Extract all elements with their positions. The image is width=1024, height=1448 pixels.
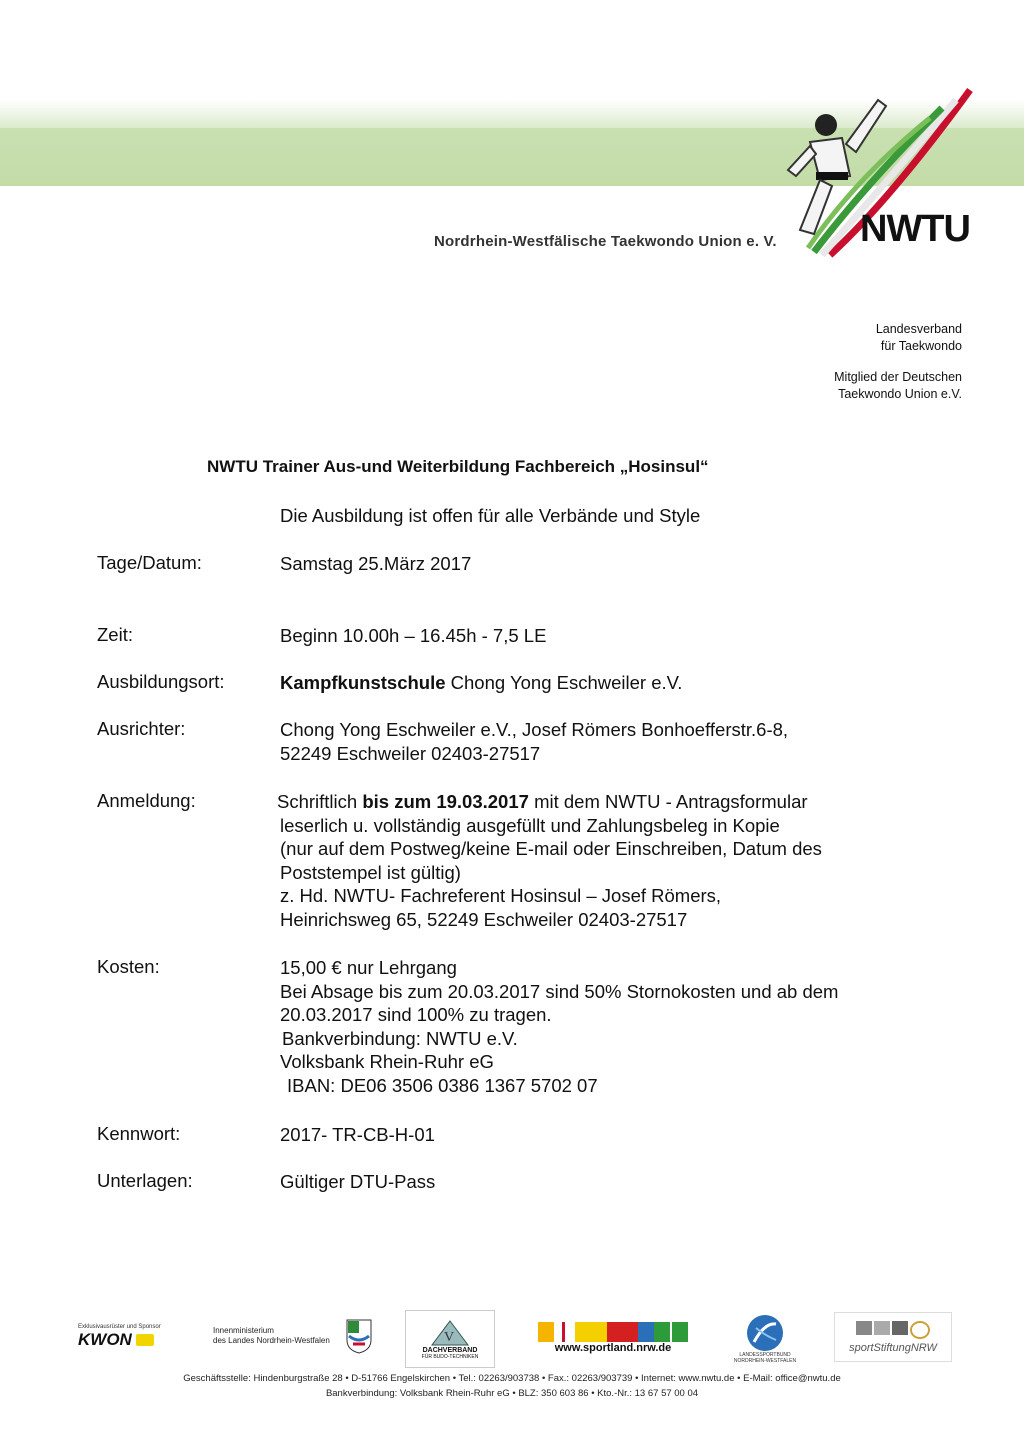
- kwon-wordmark: [78, 1330, 154, 1350]
- sportstiftung-emblem-icon: [856, 1321, 930, 1339]
- footer-bank: Bankverbindung: Volksbank Rhein-Ruhr eG • BLZ: 350 603 86 • Kto.-Nr.: 13 67 57 00 04: [325, 1388, 699, 1399]
- sportstiftung-text: sportStiftungNRW: [849, 1341, 937, 1354]
- innen-text: [213, 1326, 330, 1346]
- anmeldung-text: Schriftlich: [277, 791, 363, 812]
- kosten-line: 15,00 € nur Lehrgang: [280, 957, 457, 978]
- anmeldung-deadline: bis zum 19.03.2017: [362, 791, 529, 812]
- anmeldung-line: Heinrichsweg 65, 52249 Eschweiler 02403-27517: [280, 908, 688, 930]
- nwtu-logo-text: NWTU: [860, 208, 970, 250]
- dachverband-line: DACHVERBAND: [422, 1346, 478, 1354]
- value-ort: [280, 671, 682, 695]
- innenministerium-logo: [213, 1314, 373, 1358]
- label-ausrichter: Ausrichter:: [97, 718, 186, 739]
- innen-line: des Landes Nordrhein-Westfalen: [213, 1336, 330, 1345]
- label-anmeldung: Anmeldung:: [97, 790, 196, 811]
- sportland-color-bar: [538, 1322, 688, 1342]
- anmeldung-line: Poststempel ist gültig): [280, 861, 461, 883]
- ort-bold: Kampfkunstschule: [280, 672, 446, 693]
- lsb-line: LANDESSPORTBUND: [739, 1352, 791, 1358]
- label-kennwort: Kennwort:: [97, 1123, 181, 1144]
- kwon-caption: Exklusivausrüster und Sponsor: [78, 1324, 161, 1330]
- anmeldung-line: (nur auf dem Postweg/keine E-mail oder Einschreiben, Datum des: [280, 838, 822, 859]
- anmeldung-line: z. Hd. NWTU- Fachreferent Hosinsul – Josef Römers,: [280, 885, 722, 906]
- label-unterlagen: Unterlagen:: [97, 1170, 193, 1191]
- intro-text: Die Ausbildung ist offen für alle Verbände und Style: [280, 505, 701, 526]
- landessportbund-globe-icon: [746, 1314, 784, 1352]
- kosten-line: Bankverbindung: NWTU e.V.: [282, 1027, 518, 1049]
- value-ausrichter: [280, 718, 788, 765]
- value-anmeldung: [277, 790, 822, 931]
- value-tage: Samstag 25.März 2017: [280, 553, 472, 574]
- document-title: NWTU Trainer Aus-und Weiterbildung Fachbereich „Hosinsul“: [207, 457, 709, 476]
- side-info-mitglied: [834, 369, 962, 403]
- dachverband-logo: [405, 1310, 495, 1368]
- value-zeit: Beginn 10.00h – 16.45h - 7,5 LE: [280, 625, 547, 646]
- sportland-url: www.sportland.nrw.de: [554, 1342, 672, 1354]
- kwon-logo: [78, 1322, 178, 1352]
- sportland-logo: [535, 1318, 691, 1358]
- label-zeit: Zeit:: [97, 624, 133, 645]
- ausrichter-line: Chong Yong Eschweiler e.V., Josef Römers Bonhoefferstr.6-8,: [280, 719, 789, 740]
- lsb-line: NORDRHEIN-WESTFALEN: [733, 1358, 797, 1364]
- kosten-line: Volksbank Rhein-Ruhr eG: [280, 1051, 494, 1072]
- kwon-fist-icon: [136, 1334, 154, 1346]
- kosten-line: IBAN: DE06 3506 0386 1367 5702 07: [287, 1074, 598, 1096]
- sportstiftung-logo: [834, 1312, 952, 1362]
- ort-rest: Chong Yong Eschweiler e.V.: [445, 672, 683, 693]
- side-line: Taekwondo Union e.V.: [838, 387, 962, 401]
- label-kosten: Kosten:: [97, 956, 160, 977]
- value-kosten: [280, 956, 838, 1097]
- side-line: für Taekwondo: [880, 339, 962, 353]
- kwon-text: KWON: [78, 1330, 132, 1349]
- value-unterlagen: Gültiger DTU-Pass: [280, 1171, 436, 1192]
- dachverband-line: FÜR BUDO-TECHNIKEN: [421, 1353, 479, 1360]
- nrw-coat-of-arms-icon: [345, 1318, 373, 1354]
- sponsor-logos: [0, 1310, 1024, 1370]
- label-tage: Tage/Datum:: [97, 552, 202, 573]
- dachverband-emblem-icon: [430, 1319, 470, 1347]
- side-line: Mitglied der Deutschen: [834, 370, 962, 384]
- side-line: Landesverband: [875, 322, 962, 336]
- anmeldung-line: leserlich u. vollständig ausgefüllt und Zahlungsbeleg in Kopie: [280, 814, 780, 836]
- kosten-line: Bei Absage bis zum 20.03.2017 sind 50% Stornokosten und ab dem: [280, 980, 839, 1002]
- label-ort: Ausbildungsort:: [97, 671, 225, 692]
- svg-text:V: V: [444, 1329, 455, 1345]
- ausrichter-line: 52249 Eschweiler 02403-27517: [280, 742, 541, 764]
- anmeldung-text: mit dem NWTU - Antragsformular: [528, 791, 808, 812]
- landessportbund-logo: [730, 1310, 800, 1368]
- org-name: Nordrhein-Westfälische Taekwondo Union e. V.: [434, 233, 777, 250]
- side-info-verband: [876, 321, 962, 355]
- kosten-line: 20.03.2017 sind 100% zu tragen.: [280, 1004, 552, 1025]
- anmeldung-line: [277, 790, 822, 814]
- footer-address: Geschäftsstelle: Hindenburgstraße 28 • D-51766 Engelskirchen • Tel.: 02263/903738 • Fax.: 02263/903739 • Internet: www.nwtu.de • E-Mail: office@nwtu.de: [183, 1373, 841, 1384]
- innen-line: Innenministerium: [213, 1326, 274, 1335]
- value-kennwort: 2017- TR-CB-H-01: [280, 1124, 435, 1145]
